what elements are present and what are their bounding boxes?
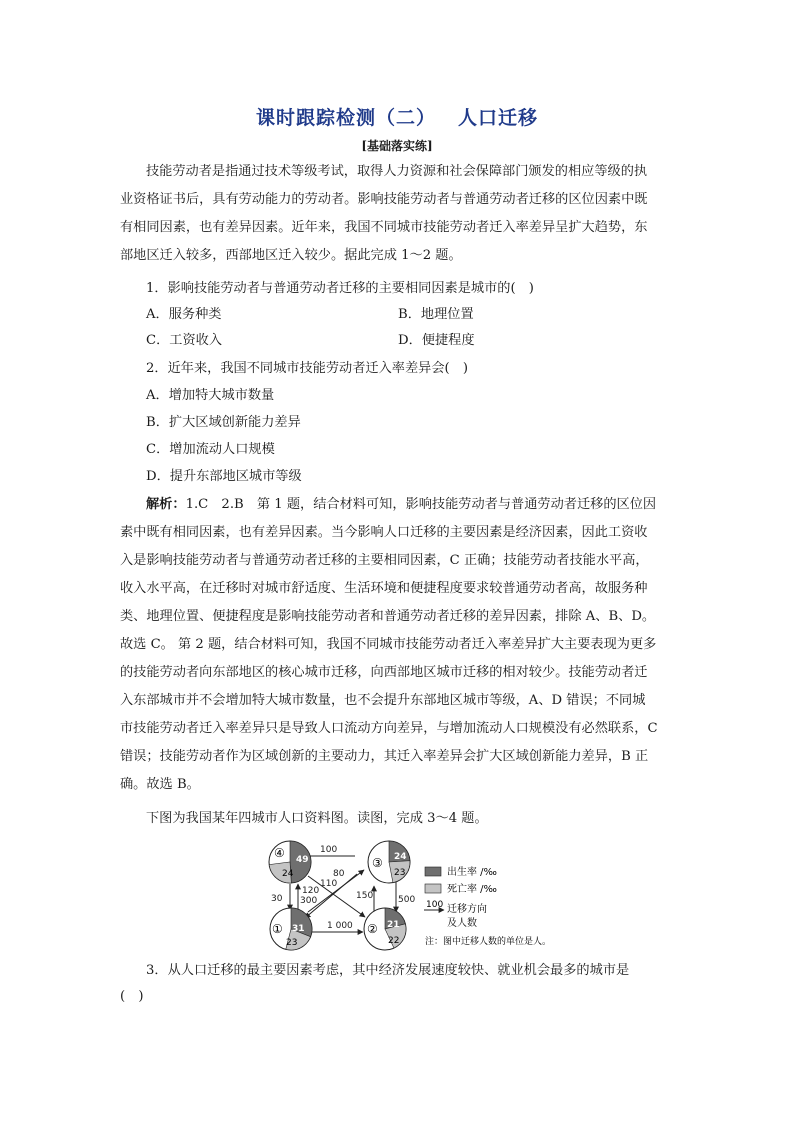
analysis-line: 市技能劳动者迁入率差异只是导致人口流动方向差异，与增加流动人口规模没有必然联系，C xyxy=(120,721,658,736)
flow-label-3-to-4: 100 xyxy=(320,845,338,855)
analysis-line: 确。故选 B。 xyxy=(120,777,200,792)
flow-label-1-to-2: 1 000 xyxy=(327,921,353,931)
q2-option-c[interactable]: C．增加流动人口规模 xyxy=(146,442,275,457)
diagram-legend xyxy=(424,865,551,947)
legend-death-label: 死亡率 /‰ xyxy=(447,884,497,895)
analysis-line: 收入水平高，在迁移时对城市舒适度、生活环境和便捷程度要求较普通劳动者高，故服务种 xyxy=(120,581,648,596)
analysis-line: 入是影响技能劳动者与普通劳动者迁移的主要相同因素，C 正确；技能劳动者技能水平高， xyxy=(120,553,649,568)
q1-option-c[interactable]: C．工资收入 xyxy=(146,333,223,348)
analysis-line: 错误；技能劳动者作为区域创新的主要动力，其迁入率差异会扩大区域创新能力差异，B 正 xyxy=(120,749,649,764)
city-2-birth-value: 21 xyxy=(387,920,400,930)
passage-line: 技能劳动者是指通过技术等级考试，取得人力资源和社会保障部门颁发的相应等级的执 xyxy=(146,164,648,179)
question-3-paren: ( ) xyxy=(120,989,144,1004)
q1-option-d[interactable]: D．便捷程度 xyxy=(398,333,475,348)
legend-flow-label-2: 及人数 xyxy=(447,918,477,929)
city-3-death-value: 23 xyxy=(394,868,406,878)
flow-label-2-to-3: 150 xyxy=(356,891,374,901)
city-1-pie xyxy=(270,908,312,950)
question-3-stem: 3．从人口迁移的最主要因素考虑，其中经济发展速度较快、就业机会最多的城市是 xyxy=(146,963,630,978)
analysis-line: 故选 C。 第 2 题，结合材料可知，我国不同城市技能劳动者迁入率差异扩大主要表现为更多 xyxy=(120,637,657,652)
q2-option-a[interactable]: A．增加特大城市数量 xyxy=(146,388,275,403)
flow-label-4-to-2: 110 xyxy=(320,879,338,889)
flow-label-1-to-4: 120 xyxy=(302,886,320,896)
city-3-pie xyxy=(368,841,410,883)
analysis-line: 素中既有相同因素，也有差异因素。当今影响人口迁移的主要因素是经济因素，因此工资收 xyxy=(120,525,648,540)
question-1-stem: 1．影响技能劳动者与普通劳动者迁移的主要相同因素是城市的( ) xyxy=(146,281,534,296)
migration-diagram xyxy=(260,840,560,958)
flow-label-4-to-1: 30 xyxy=(271,894,283,904)
analysis-line: 入东部城市并不会增加特大城市数量，也不会提升东部地区城市等级，A、D 错误；不同城 xyxy=(120,693,646,708)
legend-flow-sample: 100 xyxy=(426,900,444,910)
city-4-label: ④ xyxy=(274,846,285,860)
city-4-birth-value: 49 xyxy=(296,855,309,865)
section-heading: [基础落实练] xyxy=(361,139,433,153)
passage-line: 部地区迁入较多，西部地区迁入较少。据此完成 1～2 题。 xyxy=(120,248,462,263)
passage-line: 有相同因素，也有差异因素。近年来，我国不同城市技能劳动者迁入率差异呈扩大趋势，东 xyxy=(120,220,648,235)
city-3-label: ③ xyxy=(372,856,383,870)
question-2-stem: 2．近年来，我国不同城市技能劳动者迁入率差异会( ) xyxy=(146,361,468,376)
analysis-line: 类、地理位置、便捷程度是影响技能劳动者和普通劳动者迁移的差异因素，排除 A、B、D。 xyxy=(120,609,656,624)
city-1-birth-value: 31 xyxy=(292,924,305,934)
flow-label-3-to-2: 500 xyxy=(398,895,416,905)
city-2-pie xyxy=(364,908,406,950)
flow-label-1-to-3: 80 xyxy=(333,869,345,879)
passage-2: 下图为我国某年四城市人口资料图。读图，完成 3～4 题。 xyxy=(146,811,488,826)
city-4-death-value: 24 xyxy=(282,869,294,879)
city-2-death-value: 22 xyxy=(388,936,400,946)
q2-option-d[interactable]: D．提升东部地区城市等级 xyxy=(146,469,302,484)
passage-line: 业资格证书后，具有劳动能力的劳动者。影响技能劳动者与普通劳动者迁移的区位因素中既 xyxy=(120,192,648,207)
q1-option-b[interactable]: B．地理位置 xyxy=(398,307,474,322)
city-1-label: ① xyxy=(272,922,283,936)
analysis-line: 的技能劳动者向东部地区的核心城市迁移，向西部地区城市迁移的相对较少。技能劳动者迁 xyxy=(120,665,648,680)
diagram-note: 注：图中迁移人数的单位是人。 xyxy=(425,937,552,947)
legend-birth-label: 出生率 /‰ xyxy=(447,867,497,878)
legend-flow-label-1: 迁移方向 xyxy=(447,904,487,915)
legend-death-swatch xyxy=(425,884,441,893)
legend-birth-swatch xyxy=(425,867,441,876)
page-title xyxy=(0,103,794,130)
q2-option-b[interactable]: B．扩大区域创新能力差异 xyxy=(146,415,301,430)
analysis-answers: 1.C 2.B 第 1 题，结合材料可知，影响技能劳动者与普通劳动者迁移的区位因 xyxy=(185,497,657,512)
q1-option-a[interactable]: A．服务种类 xyxy=(146,307,222,322)
title-topic: 人口迁移 xyxy=(458,107,539,129)
city-3-birth-value: 24 xyxy=(394,852,407,862)
analysis-first-line xyxy=(146,496,656,514)
city-1-death-value: 23 xyxy=(286,938,298,948)
flow-label-3-to-1: 300 xyxy=(300,896,318,906)
city-2-label: ② xyxy=(367,922,378,936)
city-4-pie xyxy=(269,841,311,883)
analysis-label: 解析： xyxy=(146,497,186,512)
title-main: 课时跟踪检测（二） xyxy=(255,107,436,129)
